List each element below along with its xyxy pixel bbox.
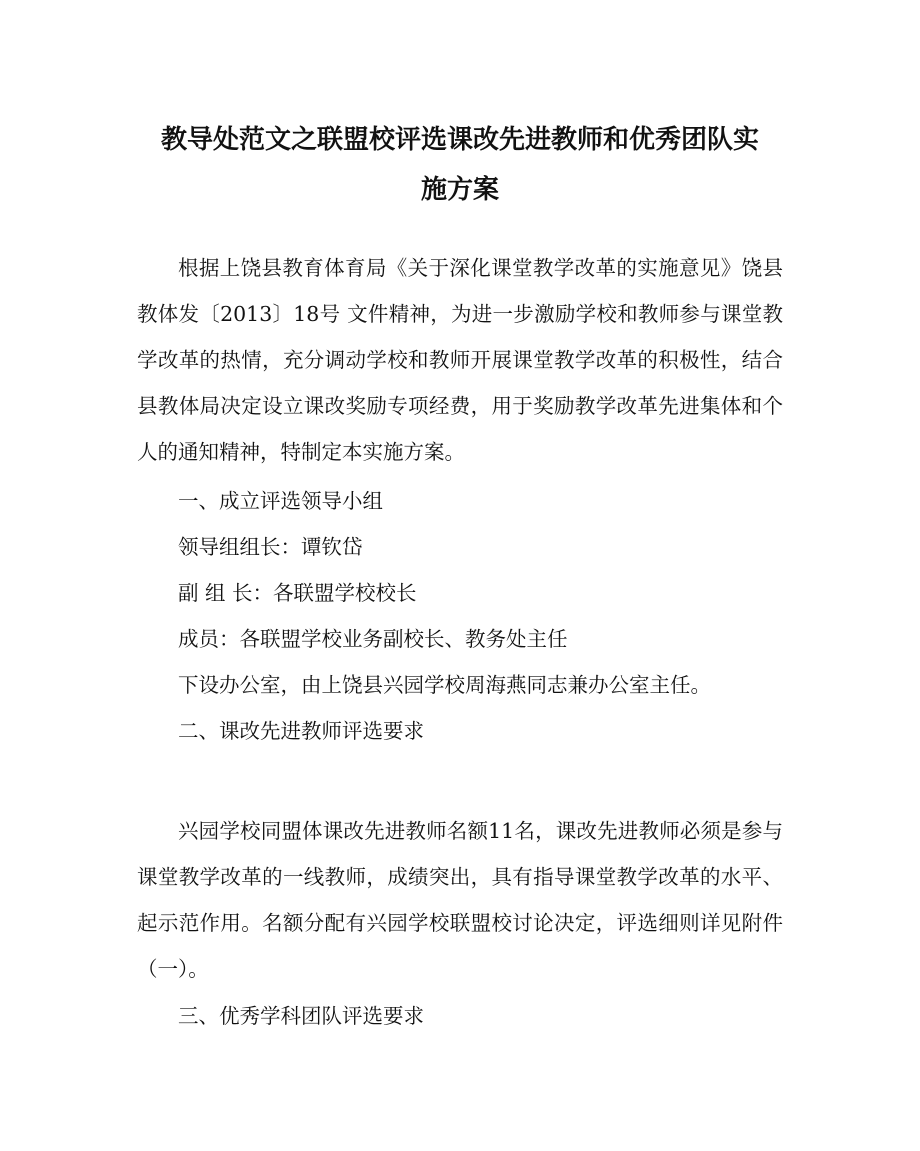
leader-line: 领导组组长：谭钦岱 — [178, 535, 363, 559]
document-title-line1: 教导处范文之联盟校评选课改先进教师和优秀团队实 — [160, 125, 759, 155]
deputy-line: 副 组 长：各联盟学校校长 — [178, 581, 417, 605]
members-line: 成员：各联盟学校业务副校长、教务处主任 — [178, 627, 568, 651]
document-title-line2: 施方案 — [420, 175, 499, 205]
intro-paragraph: 根据上饶县教育体育局《关于深化课堂教学改革的实施意见》饶县教体发〔2013〕18号 文件精神，为进一步激励学校和教师参与课堂教学改革的热情，充分调动学校和教师开展课堂教学改革的积极性，结合县教体局决定设立课改奖励专项经费，用于奖励教学改革先进集体和个人的通知精神，特制定本实施方案。 — [137, 256, 783, 464]
section2-heading: 二、课改先进教师评选要求 — [178, 719, 424, 743]
section2-paragraph: 兴园学校同盟体课改先进教师名额11名，课改先进教师必须是参与课堂教学改革的一线教师，成绩突出，具有指导课堂教学改革的水平、起示范作用。名额分配有兴园学校联盟校讨论决定，评选细则详见附件（一）。 — [137, 819, 783, 981]
section1-heading: 一、成立评选领导小组 — [178, 489, 383, 513]
office-line: 下设办公室，由上饶县兴园学校周海燕同志兼办公室主任。 — [178, 673, 711, 697]
section3-heading: 三、优秀学科团队评选要求 — [178, 1004, 424, 1028]
